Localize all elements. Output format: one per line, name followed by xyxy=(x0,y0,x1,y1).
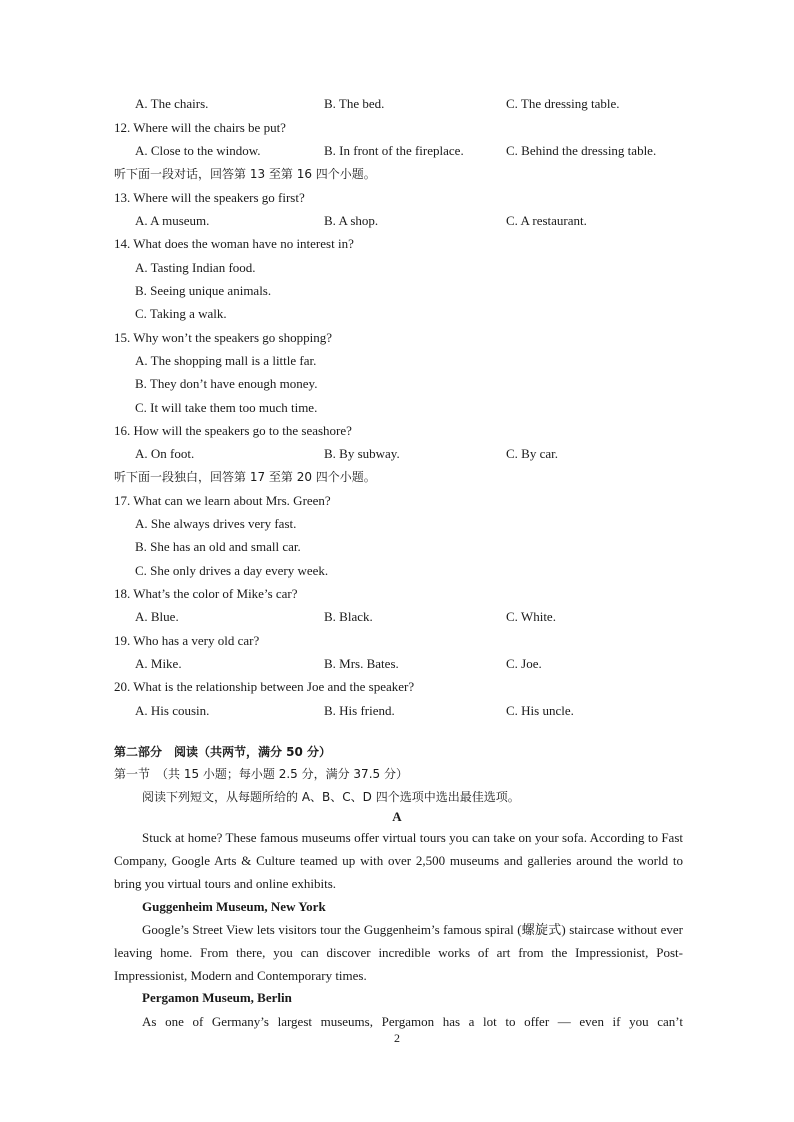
q12-option-b: B. In front of the fireplace. xyxy=(324,143,464,158)
section1-title: 第一节 （共 15 小题；每小题 2.5 分，满分 37.5 分） xyxy=(114,767,408,781)
q19-stem: 19. Who has a very old car? xyxy=(114,633,260,648)
q17-stem: 17. What can we learn about Mrs. Green? xyxy=(114,493,331,508)
q13-stem: 13. Where will the speakers go first? xyxy=(114,190,305,205)
q13-option-b: B. A shop. xyxy=(324,213,379,228)
passage-paragraph-3: As one of Germany’s largest museums, Pergamon has a lot to offer — even if you can’t xyxy=(142,1014,683,1029)
section1-instruction: 阅读下列短文，从每题所给的 A、B、C、D 四个选项中选出最佳选项。 xyxy=(142,790,520,804)
q16-stem: 16. How will the speakers go to the seashore? xyxy=(114,423,352,438)
q18-options xyxy=(135,609,695,625)
q18-option-c: C. White. xyxy=(506,609,556,624)
q20-options xyxy=(135,703,695,719)
q20-option-b: B. His friend. xyxy=(324,703,395,718)
q12-option-c: C. Behind the dressing table. xyxy=(506,143,657,158)
q18-option-a: A. Blue. xyxy=(135,609,179,624)
q14-option-c: C. Taking a walk. xyxy=(135,306,227,321)
passage-letter: A xyxy=(392,809,402,824)
q13-options xyxy=(135,213,695,229)
q20-stem: 20. What is the relationship between Joe and the speaker? xyxy=(114,679,415,694)
q12-options xyxy=(135,143,695,159)
q11-option-b: B. The bed. xyxy=(324,96,385,111)
q14-option-b: B. Seeing unique animals. xyxy=(135,283,272,298)
q15-option-a: A. The shopping mall is a little far. xyxy=(135,353,317,368)
museum-heading-pergamon: Pergamon Museum, Berlin xyxy=(142,990,292,1005)
q12-stem: 12. Where will the chairs be put? xyxy=(114,120,286,135)
q19-option-a: A. Mike. xyxy=(135,656,182,671)
museum-heading-guggenheim: Guggenheim Museum, New York xyxy=(142,899,326,914)
q19-options xyxy=(135,656,695,672)
page-number: 2 xyxy=(394,1031,400,1045)
q20-option-a: A. His cousin. xyxy=(135,703,210,718)
q19-option-b: B. Mrs. Bates. xyxy=(324,656,399,671)
passage-paragraph-2: Google’s Street View lets visitors tour the Guggenheim’s famous spiral (螺旋式) staircase without ever leaving home. From there, you can discover incredible works of art from the Impressionist, Post-Impressionist, Modern and Contemporary times. xyxy=(114,922,683,983)
q11-option-a: A. The chairs. xyxy=(135,96,209,111)
passage-paragraph-1: Stuck at home? These famous museums offer virtual tours you can take on your sofa. According to Fast Company, Google Arts & Culture teamed up with over 2,500 museums and galleries around the world to bring you virtual tours and online exhibits. xyxy=(114,830,683,891)
q16-option-b: B. By subway. xyxy=(324,446,400,461)
q12-option-a: A. Close to the window. xyxy=(135,143,261,158)
q18-option-b: B. Black. xyxy=(324,609,373,624)
q17-option-c: C. She only drives a day every week. xyxy=(135,563,329,578)
q15-option-b: B. They don’t have enough money. xyxy=(135,376,318,391)
q17-option-a: A. She always drives very fast. xyxy=(135,516,297,531)
q11-option-c: C. The dressing table. xyxy=(506,96,620,111)
q16-options xyxy=(135,446,695,462)
part2-title: 第二部分 阅读（共两节，满分 50 分） xyxy=(114,745,332,759)
q16-option-c: C. By car. xyxy=(506,446,558,461)
q15-stem: 15. Why won’t the speakers go shopping? xyxy=(114,330,332,345)
instruction-13-16: 听下面一段对话，回答第 13 至第 16 四个小题。 xyxy=(114,167,376,181)
q19-option-c: C. Joe. xyxy=(506,656,542,671)
q14-option-a: A. Tasting Indian food. xyxy=(135,260,256,275)
q20-option-c: C. His uncle. xyxy=(506,703,574,718)
q17-option-b: B. She has an old and small car. xyxy=(135,539,301,554)
q18-stem: 18. What’s the color of Mike’s car? xyxy=(114,586,298,601)
instruction-17-20: 听下面一段独白，回答第 17 至第 20 四个小题。 xyxy=(114,470,376,484)
q14-stem: 14. What does the woman have no interest in? xyxy=(114,236,354,251)
q15-option-c: C. It will take them too much time. xyxy=(135,400,318,415)
q16-option-a: A. On foot. xyxy=(135,446,195,461)
q11-options xyxy=(135,96,695,112)
q13-option-a: A. A museum. xyxy=(135,213,210,228)
q13-option-c: C. A restaurant. xyxy=(506,213,587,228)
